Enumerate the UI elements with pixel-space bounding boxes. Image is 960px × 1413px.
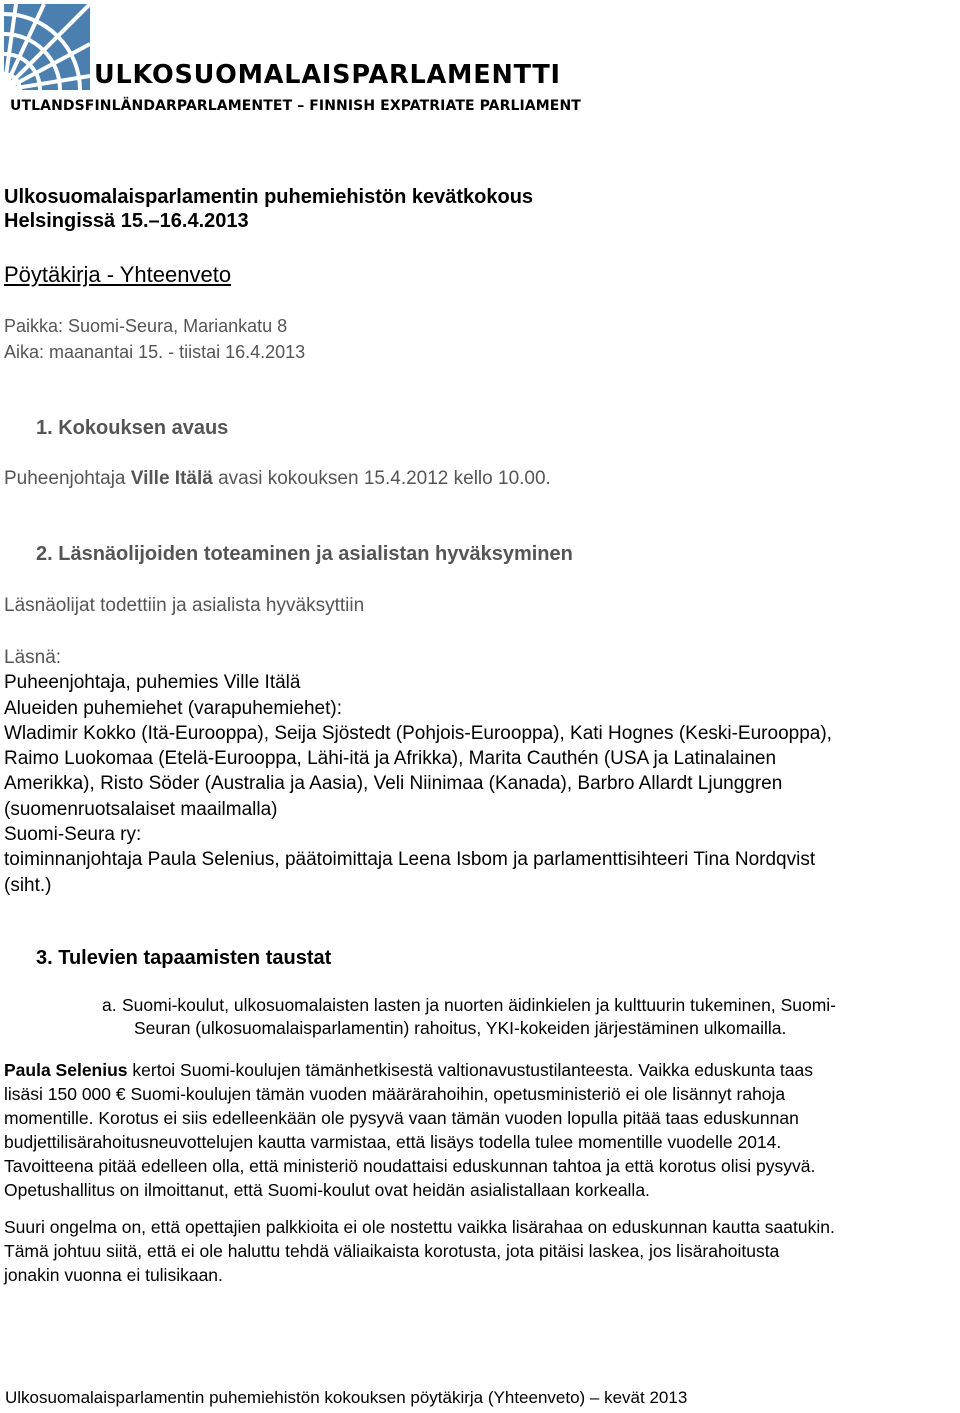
attendees-list bbox=[4, 645, 959, 898]
meeting-title-line2: Helsingissä 15.–16.4.2013 bbox=[4, 210, 249, 232]
paragraph-line: Tämä johtuu siitä, että ei ole haluttu tehdä väliaikaista korotusta, jota pitäisi laskea, jos lisärahoitusta bbox=[4, 1241, 780, 1261]
list-item: (siht.) bbox=[4, 874, 52, 896]
section-1-text: Puheenjohtaja Ville Itälä avasi kokouksen 15.4.2012 kello 10.00. bbox=[4, 468, 551, 489]
meeting-place: Paikka: Suomi-Seura, Mariankatu 8 bbox=[4, 316, 288, 336]
list-item: (suomenruotsalaiset maailmalla) bbox=[4, 798, 278, 820]
paragraph-line: Tavoitteena pitää edelleen olla, että ministeriö noudattaisi eduskunnan tahtoa ja että korotus olisi pysyvä. bbox=[4, 1156, 816, 1176]
item-a-label: a. bbox=[102, 995, 117, 1015]
paragraph-line: jonakin vuonna ei tulisikaan. bbox=[4, 1265, 223, 1285]
section-1-heading: 1. Kokouksen avaus bbox=[36, 417, 229, 439]
paragraph-teachers bbox=[4, 1215, 959, 1287]
meeting-title-line1: Ulkosuomalaisparlamentin puhemiehistön kevätkokous bbox=[4, 186, 534, 208]
org-title: ULKOSUOMALAISPARLAMENTTI bbox=[94, 60, 561, 90]
list-item: Suomi-Seura ry: bbox=[4, 824, 142, 846]
meeting-time: Aika: maanantai 15. - tiistai 16.4.2013 bbox=[4, 342, 306, 362]
list-item: Läsnä: bbox=[4, 647, 62, 668]
item-a-line1: Suomi-koulut, ulkosuomalaisten lasten ja nuorten äidinkielen ja kulttuurin tukeminen, Suomi- bbox=[122, 995, 836, 1015]
paragraph-funding bbox=[4, 1058, 959, 1202]
org-subtitle: UTLANDSFINLÄNDARPARLAMENTET – FINNISH EXPATRIATE PARLIAMENT bbox=[10, 98, 581, 114]
item-a-line2: Seuran (ulkosuomalaisparlamentin) rahoitus, YKI-kokeiden järjestäminen ulkomailla. bbox=[134, 1018, 787, 1038]
section-2-confirmed: Läsnäolijat todettiin ja asialista hyväksyttiin bbox=[4, 595, 365, 616]
list-item: Puheenjohtaja, puhemies Ville Itälä bbox=[4, 672, 301, 694]
document-type-heading: Pöytäkirja - Yhteenveto bbox=[4, 262, 232, 287]
paragraph-line: Suuri ongelma on, että opettajien palkkioita ei ole nostettu vaikka lisärahaa on eduskunnan kautta saatukin. bbox=[4, 1217, 835, 1237]
section-3-heading: 3. Tulevien tapaamisten taustat bbox=[36, 947, 332, 969]
list-item: Amerikka), Risto Söder (Australia ja Aasia), Veli Niinimaa (Kanada), Barbro Allardt Ljunggren bbox=[4, 773, 783, 795]
paragraph-line: Paula Selenius kertoi Suomi-koulujen tämänhetkisestä valtionavustustilanteesta. Vaikka eduskunta taas bbox=[4, 1060, 814, 1080]
list-item: Wladimir Kokko (Itä-Eurooppa), Seija Sjöstedt (Pohjois-Eurooppa), Kati Hognes (Keski-Eurooppa), bbox=[4, 722, 832, 744]
paragraph-line: budjettilisärahoitusneuvottelujen kautta varmistaa, että lisäys todella tulee momentille vuodelle 2014. bbox=[4, 1132, 782, 1152]
list-item: Raimo Luokomaa (Etelä-Eurooppa, Lähi-itä ja Afrikka), Marita Cauthén (USA ja Latinalainen bbox=[4, 748, 777, 770]
page-footer: Ulkosuomalaisparlamentin puhemiehistön kokouksen pöytäkirja (Yhteenveto) – kevät 2013 bbox=[5, 1388, 688, 1407]
list-item: toiminnanjohtaja Paula Selenius, päätoimittaja Leena Isbom ja parlamenttisihteeri Tina Nordqvist bbox=[4, 849, 816, 871]
paragraph-line: lisäsi 150 000 € Suomi-koulujen tämän vuoden määrärahoihin, opetusministeriö ei ole lisännyt rahoja bbox=[4, 1084, 786, 1104]
paragraph-line: Opetushallitus on ilmoittanut, että Suomi-koulut ovat heidän asialistallaan korkealla. bbox=[4, 1180, 650, 1200]
list-item: Alueiden puhemiehet (varapuhemiehet): bbox=[4, 697, 342, 719]
parliament-fan-logo-icon bbox=[4, 4, 90, 90]
paragraph-line: momentille. Korotus ei siis edelleenkään ole pysyvä vaan tämän vuoden lopulla pitää taas eduskunnan bbox=[4, 1108, 799, 1128]
section-2-heading: 2. Läsnäolijoiden toteaminen ja asialistan hyväksyminen bbox=[36, 543, 573, 565]
